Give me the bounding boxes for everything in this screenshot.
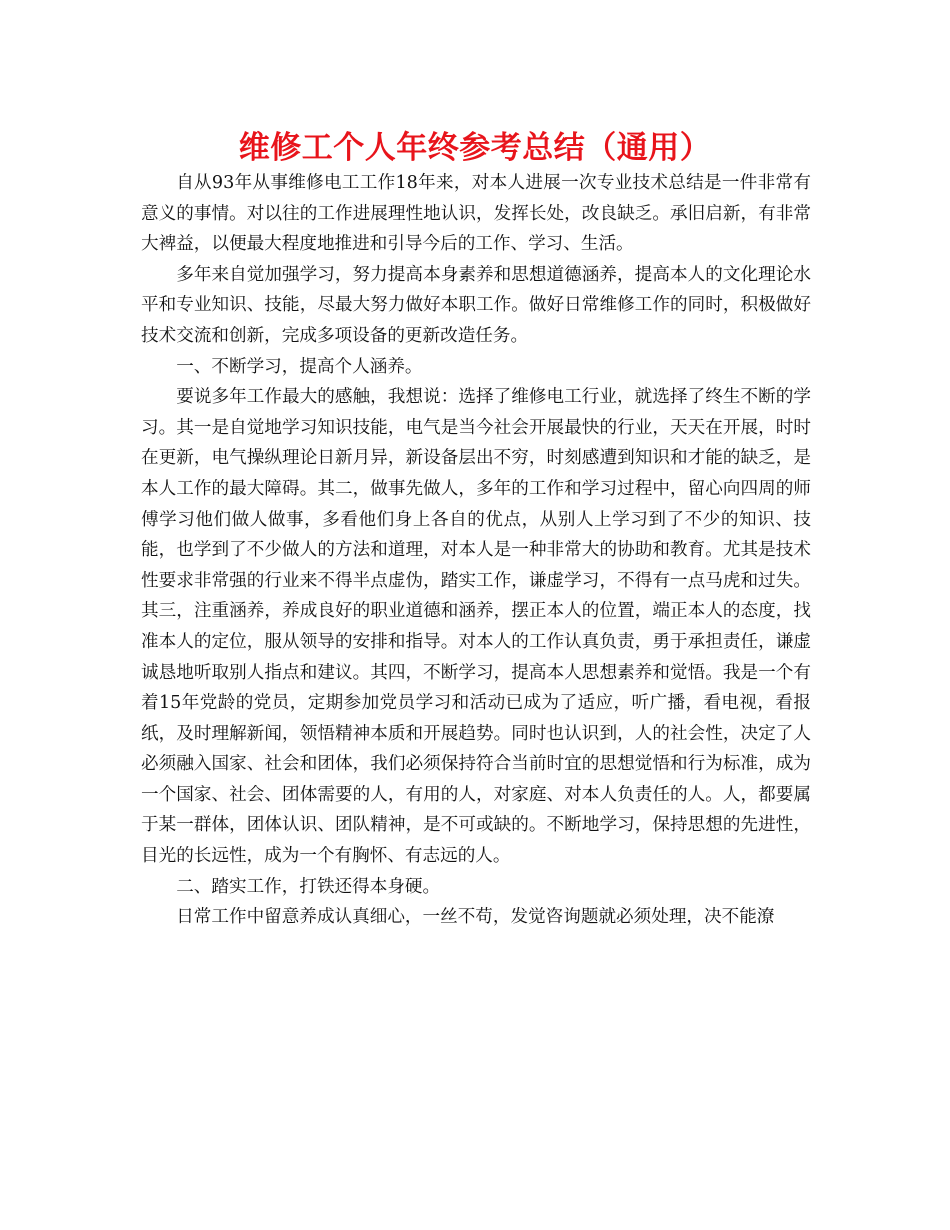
document-title: 维修工个人年终参考总结（通用） — [238, 130, 712, 166]
paragraph-section-1: 要说多年工作最大的感触，我想说：选择了维修电工行业，就选择了终生不断的学习。其一是自觉地学习知识技能，电气是当今社会开展最快的行业，天天在开展，时时在更新，电气操纵理论日新月异，新设备层出不穷，时刻感遭到知识和才能的缺乏，是本人工作的最大障碍。其二，做事先做人，多年的工作和学习过程中，留心向四周的师傅学习他们做人做事，多看他们身上各自的优点，从别人上学习到了不少的知识、技能，也学到了不少做人的方法和道理，对本人是一种非常大的协助和教育。尤其是技术性要求非常强的行业来不得半点虚伪，踏实工作，谦虚学习，不得有一点马虎和过失。其三，注重涵养，养成良好的职业道德和涵养，摆正本人的位置，端正本人的态度，找准本人的定位，服从领导的安排和指导。对本人的工作认真负责，勇于承担责任，谦虚诚恳地听取别人指点和建议。其四，不断学习，提高本人思想素养和觉悟。我是一个有着15年党龄的党员，定期参加党员学习和活动已成为了适应，听广播，看电视，看报纸，及时理解新闻，领悟精神本质和开展趋势。同时也认识到，人的社会性，决定了人必须融入国家、社会和团体，我们必须保持符合当前时宜的思想觉悟和行为标准，成为一个国家、社会、团体需要的人，有用的人，对家庭、对本人负责任的人。人，都要属于某一群体，团体认识、团队精神，是不可或缺的。不断地学习，保持思想的先进性，目光的长远性，成为一个有胸怀、有志远的人。 — [141, 387, 811, 867]
paragraph-intro: 自从93年从事维修电工工作18年来，对本人进展一次专业技术总结是一件非常有意义的事情。对以往的工作进展理性地认识，发挥长处，改良缺乏。承旧启新，有非常大裨益，以便最大程度地推进和引导今后的工作、学习、生活。 — [141, 173, 811, 255]
section-heading-1: 一、不断学习，提高个人涵养。 — [176, 356, 423, 377]
paragraph-section-2: 日常工作中留意养成认真细心，一丝不苟，发觉咨询题就必须处理，决不能潦 — [176, 907, 775, 928]
paragraph-overview: 多年来自觉加强学习，努力提高本身素养和思想道德涵养，提高本人的文化理论水平和专业知识、技能，尽最大努力做好本职工作。做好日常维修工作的同时，积极做好技术交流和创新，完成多项设备的更新改造任务。 — [141, 264, 811, 346]
section-heading-2: 二、踏实工作，打铁还得本身硬。 — [176, 876, 441, 897]
document-body — [141, 168, 811, 933]
